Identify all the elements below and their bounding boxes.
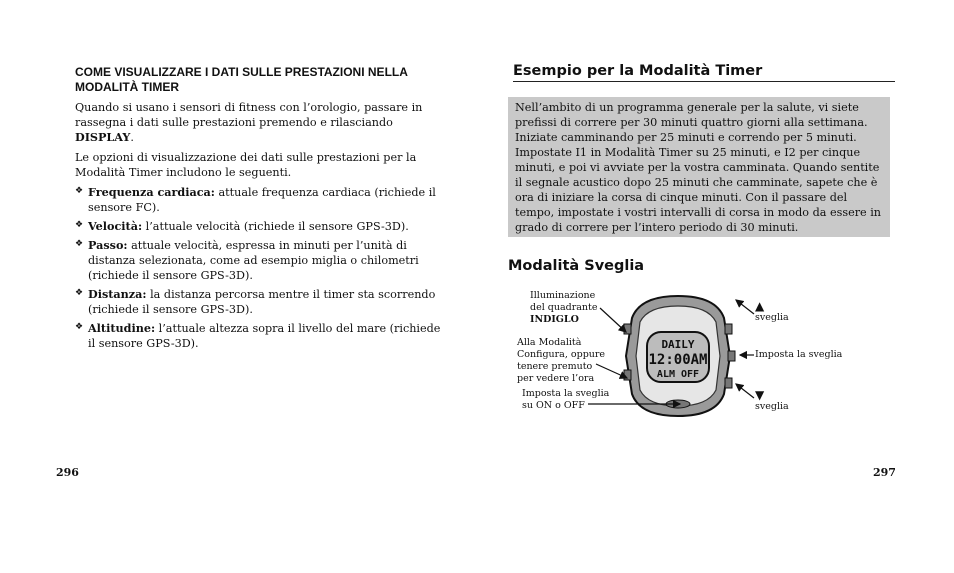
label-light-line2: del quadrante xyxy=(530,302,598,313)
label-down xyxy=(755,389,789,413)
options-paragraph: Le opzioni di visualizzazione dei dati sulle prestazioni per la Modalità Timer includono le seguenti. xyxy=(75,151,417,179)
example-box: Nell’ambito di un programma generale per la salute, vi siete prefissi di correre per 30 minuti quattro giorni alla settimana. Iniziate camminando per 25 minuti e correndo per 5 minuti. Impostate I1 in Modalità Timer su 25 minuti, e I2 per cinque minuti, e poi vi avviate per la vostra camminata. Quando sentite il segnale acustico dopo 25 minuti che camminate, sapete che è ora di iniziare la corsa di cinque minuti. Con il passare del tempo, impostate i vostri intervalli di corsa in modo da essere in grado di correre per l’intero periodo di 30 minuti. xyxy=(508,97,890,237)
label-mode xyxy=(517,337,605,385)
bullet-icon: ❖ xyxy=(75,239,84,249)
bullet-icon: ❖ xyxy=(75,288,84,298)
label-mode-line4: per vedere l’ora xyxy=(517,373,595,384)
left-column xyxy=(75,65,445,355)
watch-screen-line1: DAILY xyxy=(661,338,695,351)
label-up xyxy=(755,300,789,324)
label-set: Imposta la sveglia xyxy=(755,349,843,360)
bullet-icon: ❖ xyxy=(75,322,84,332)
label-up-text: sveglia xyxy=(755,312,789,323)
label-light-line1: Illuminazione xyxy=(530,290,596,301)
list-text: attuale frequenza cardiaca (richiede il sensore FC). xyxy=(88,186,436,214)
list-text: l’attuale altezza sopra il livello del mare (richiede il sensore GPS-3D). xyxy=(88,322,441,350)
label-light xyxy=(530,290,597,326)
page-number-right: 297 xyxy=(873,466,896,479)
list-item xyxy=(75,238,445,283)
display-button-label: DISPLAY xyxy=(75,130,131,144)
list-term: Frequenza cardiaca: xyxy=(88,185,215,199)
alarm-heading: Modalità Sveglia xyxy=(508,258,645,274)
list-item xyxy=(75,219,445,234)
intro-paragraph xyxy=(75,100,445,145)
down-arrow-icon: ▼ xyxy=(755,388,765,402)
list-term: Altitudine: xyxy=(88,321,156,335)
page-number-left: 296 xyxy=(56,466,79,479)
callout-up xyxy=(736,300,754,314)
list-text: la distanza percorsa mentre il timer sta scorrendo (richiede il sensore GPS-3D). xyxy=(88,288,436,316)
label-onoff-line1: Imposta la sveglia xyxy=(522,388,610,399)
list-text: l’attuale velocità (richiede il sensore GPS-3D). xyxy=(142,220,409,233)
label-down-text: sveglia xyxy=(755,401,789,412)
watch-screen-line2: 12:00AM xyxy=(648,352,708,368)
label-mode-line3: tenere premuto xyxy=(517,361,593,372)
up-arrow-icon: ▲ xyxy=(755,299,765,313)
list-term: Passo: xyxy=(88,238,128,252)
label-mode-line2: Configura, oppure xyxy=(517,349,606,360)
example-heading: Esempio per la Modalità Timer xyxy=(513,63,895,82)
options-list xyxy=(75,185,445,351)
list-text: attuale velocità, espressa in minuti per l’unità di distanza selezionata, come ad esempio miglia o chilometri (richiede il sensore GPS-3D). xyxy=(88,239,419,282)
bullet-icon: ❖ xyxy=(75,186,84,196)
intro-end: . xyxy=(130,131,134,144)
callout-down xyxy=(736,384,754,398)
intro-text: Quando si usano i sensori di fitness con l’orologio, passare in rassegna i dati sulle prestazioni premendo e rilasciando xyxy=(75,101,423,129)
bullet-icon: ❖ xyxy=(75,220,84,230)
callout-light xyxy=(600,308,626,332)
watch-screen-line3: ALM OFF xyxy=(656,369,700,380)
list-term: Distanza: xyxy=(88,287,147,301)
label-mode-line1: Alla Modalità xyxy=(517,337,582,348)
label-onoff xyxy=(522,388,609,412)
label-onoff-line2: su ON o OFF xyxy=(522,400,585,411)
label-light-line3: INDIGLO xyxy=(530,314,579,325)
list-term: Velocità: xyxy=(88,219,143,233)
list-item xyxy=(75,287,445,317)
list-item xyxy=(75,185,445,215)
list-item xyxy=(75,321,445,351)
section-heading: COME VISUALIZZARE I DATI SULLE PRESTAZIONI NELLA MODALITÀ TIMER xyxy=(75,65,408,94)
